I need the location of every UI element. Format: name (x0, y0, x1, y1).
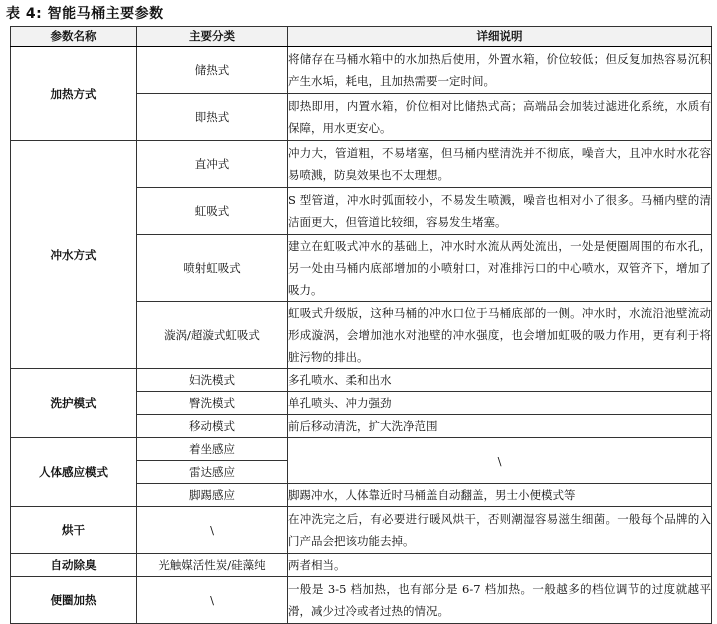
param-flush: 冲水方式 (11, 141, 137, 369)
category-cell: \ (137, 507, 288, 554)
description-cell: 脚踢冲水，人体靠近时马桶盖自动翻盖，男士小便模式等 (288, 484, 712, 507)
description-cell: 前后移动清洗，扩大洗净范围 (288, 415, 712, 438)
category-cell: 臀洗模式 (137, 392, 288, 415)
table-row (11, 577, 712, 624)
table-caption: 表 4: 智能马桶主要参数 (6, 6, 164, 22)
param-dry: 烘干 (11, 507, 137, 554)
table-row (11, 554, 712, 577)
param-sensor: 人体感应模式 (11, 438, 137, 507)
description-cell: 虹吸式升级版，这种马桶的冲水口位于马桶底部的一侧。冲水时，水流沿池壁流动形成漩涡，会增加池水对池壁的冲水强度，也会增加虹吸的吸力作用，更有利于将脏污物的排出。 (288, 302, 712, 369)
table-row (11, 438, 712, 461)
description-cell: 一般是 3-5 档加热，也有部分是 6-7 档加热。一般越多的档位调节的过度就越平滑，减少过冷或者过热的情况。 (288, 577, 712, 624)
header-row (11, 27, 712, 47)
category-cell: 光触媒活性炭/硅藻纯 (137, 554, 288, 577)
category-cell: 直冲式 (137, 141, 288, 188)
description-cell: 两者相当。 (288, 554, 712, 577)
header-category: 主要分类 (137, 27, 288, 47)
table-row (11, 369, 712, 392)
description-cell: 即热即用，内置水箱，价位相对比储热式高；高端品会加装过滤进化系统，水质有保障，用水更安心。 (288, 94, 712, 141)
category-cell: 即热式 (137, 94, 288, 141)
description-cell: S 型管道，冲水时弧面较小，不易发生喷溅，噪音也相对小了很多。马桶内壁的清洁面更大，但管道比较细，容易发生堵塞。 (288, 188, 712, 235)
description-cell: 多孔喷水、柔和出水 (288, 369, 712, 392)
category-cell: 雷达感应 (137, 461, 288, 484)
description-cell: 单孔喷头、冲力强劲 (288, 392, 712, 415)
description-cell: 建立在虹吸式冲水的基础上，冲水时水流从两处流出，一处是便圈周围的布水孔，另一处由马桶内底部增加的小喷射口，对准排污口的中心喷水，双管齐下，增加了吸力。 (288, 235, 712, 302)
param-heating: 加热方式 (11, 47, 137, 141)
category-cell: 妇洗模式 (137, 369, 288, 392)
param-wash: 洗护模式 (11, 369, 137, 438)
category-cell: 移动模式 (137, 415, 288, 438)
parameters-table (10, 26, 712, 624)
category-cell: 着坐感应 (137, 438, 288, 461)
category-cell: 喷射虹吸式 (137, 235, 288, 302)
description-cell: 将储存在马桶水箱中的水加热后使用，外置水箱，价位较低；但反复加热容易沉积产生水垢，耗电，且加热需要一定时间。 (288, 47, 712, 94)
table-row (11, 47, 712, 94)
description-cell: 在冲洗完之后，有必要进行暖风烘干，否则潮湿容易滋生细菌。一般每个品牌的入门产品会把该功能去掉。 (288, 507, 712, 554)
param-deodor: 自动除臭 (11, 554, 137, 577)
category-cell: 储热式 (137, 47, 288, 94)
category-cell: \ (137, 577, 288, 624)
description-cell: 冲力大，管道粗，不易堵塞，但马桶内壁清洗并不彻底，噪音大，且冲水时水花容易喷溅，防臭效果也不太理想。 (288, 141, 712, 188)
category-cell: 脚踢感应 (137, 484, 288, 507)
category-cell: 漩涡/超漩式虹吸式 (137, 302, 288, 369)
param-seat-heating: 便圈加热 (11, 577, 137, 624)
header-param-name: 参数名称 (11, 27, 137, 47)
category-cell: 虹吸式 (137, 188, 288, 235)
table-row (11, 507, 712, 554)
description-cell: \ (288, 438, 712, 484)
table-row (11, 141, 712, 188)
header-description: 详细说明 (288, 27, 712, 47)
